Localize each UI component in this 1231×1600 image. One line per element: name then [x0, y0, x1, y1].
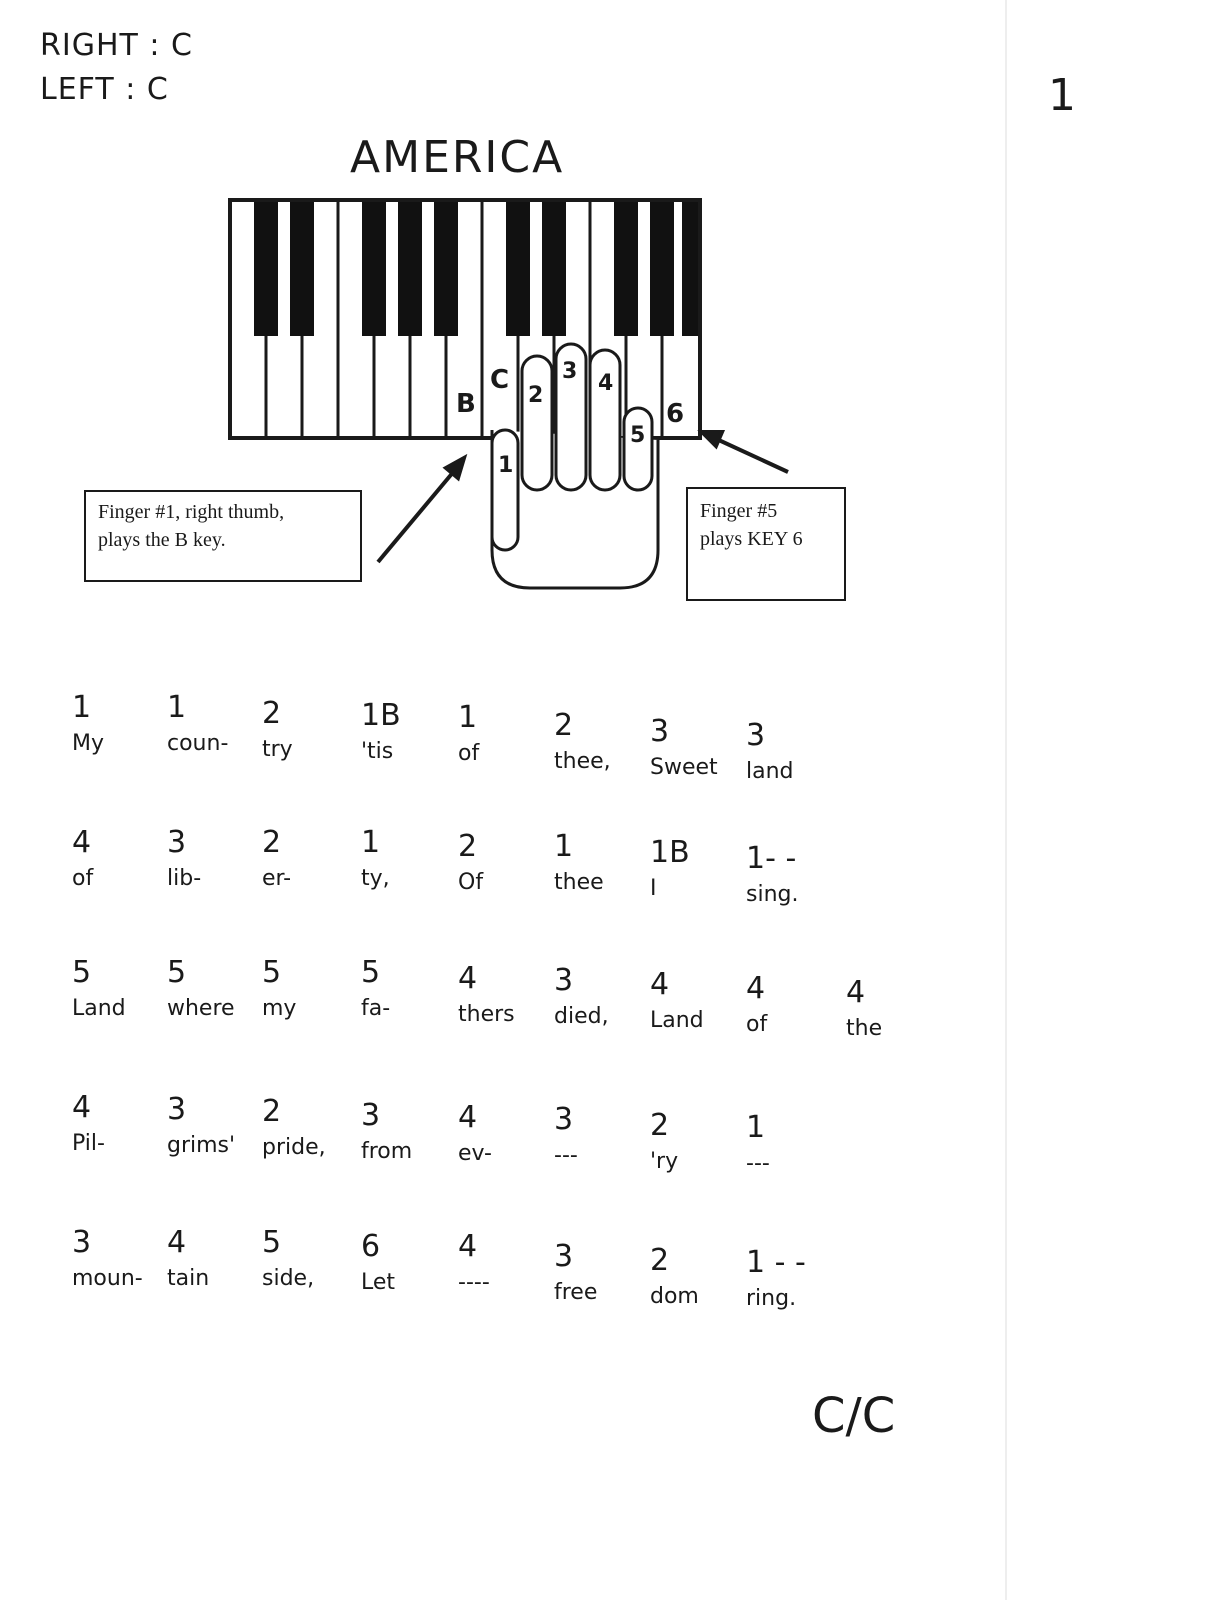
- note-key-number: 5: [167, 955, 187, 990]
- note-key-number: 1: [554, 829, 574, 864]
- song-note: [167, 1092, 259, 1160]
- song-note: [262, 696, 354, 764]
- song-note: [72, 955, 164, 1023]
- note-key-number: 1- -: [746, 841, 797, 876]
- note-lyric: tain: [167, 1266, 210, 1291]
- key-label-6: 6: [666, 399, 685, 429]
- note-lyric: thers: [458, 1002, 515, 1027]
- note-lyric: died,: [554, 1004, 609, 1029]
- song-note: [650, 967, 742, 1035]
- left-hand-note: LEFT : C: [40, 72, 169, 107]
- note-lyric: er-: [262, 866, 292, 891]
- note-key-number: 4: [458, 1229, 478, 1264]
- song-note: [554, 708, 646, 776]
- note-lyric: ---: [554, 1143, 578, 1168]
- note-key-number: 3: [72, 1225, 92, 1260]
- note-lyric: ev-: [458, 1141, 492, 1166]
- note-key-number: 1B: [361, 698, 401, 733]
- footer-key-note: C/C: [812, 1388, 896, 1444]
- key-label-3: 3: [562, 359, 578, 384]
- note-lyric: from: [361, 1139, 413, 1164]
- note-lyric: of: [72, 866, 94, 891]
- callout-finger-5: [686, 487, 846, 601]
- note-lyric: free: [554, 1280, 598, 1305]
- note-key-number: 5: [361, 955, 381, 990]
- note-key-number: 4: [167, 1225, 187, 1260]
- arrow-right-head: [702, 432, 722, 446]
- note-key-number: 4: [72, 1090, 92, 1125]
- song-note: [262, 955, 354, 1023]
- song-note: [554, 829, 646, 897]
- note-key-number: 2: [650, 1108, 670, 1143]
- arrow-right-line: [710, 436, 788, 472]
- song-note: [458, 1100, 550, 1168]
- note-key-number: 4: [846, 975, 866, 1010]
- song-note: [458, 700, 550, 768]
- note-lyric: ty,: [361, 866, 390, 891]
- song-note: [458, 961, 550, 1029]
- note-lyric: moun-: [72, 1266, 143, 1291]
- note-key-number: 1: [167, 690, 187, 725]
- note-key-number: 2: [650, 1243, 670, 1278]
- song-note: [262, 1225, 354, 1293]
- note-key-number: 1: [746, 1110, 766, 1145]
- note-lyric: Land: [72, 996, 126, 1021]
- right-hand-note: RIGHT : C: [40, 28, 193, 63]
- callout-left-line1: Finger #1, right thumb,: [98, 501, 285, 523]
- note-key-number: 3: [554, 1102, 574, 1137]
- note-key-number: 1: [458, 700, 478, 735]
- song-note: [458, 829, 550, 897]
- song-note: [72, 825, 164, 893]
- note-key-number: 4: [458, 1100, 478, 1135]
- note-key-number: 3: [554, 963, 574, 998]
- note-lyric: try: [262, 737, 293, 762]
- song-note: [650, 835, 742, 903]
- song-note: [650, 1243, 742, 1311]
- song-note: [650, 1108, 742, 1176]
- note-lyric: sing.: [746, 882, 799, 907]
- note-key-number: 3: [554, 1239, 574, 1274]
- song-note: [361, 955, 453, 1023]
- song-note: [361, 825, 453, 893]
- song-note: [361, 698, 453, 766]
- song-note: [746, 1245, 838, 1313]
- note-lyric: of: [458, 741, 480, 766]
- finger-5: [624, 408, 652, 490]
- song-note: [72, 690, 164, 758]
- song-note: [361, 1098, 453, 1166]
- note-lyric: pride,: [262, 1135, 326, 1160]
- note-lyric: the: [846, 1016, 883, 1041]
- note-key-number: 5: [262, 1225, 282, 1260]
- song-note: [746, 1110, 838, 1178]
- hand-key-note: [40, 24, 193, 112]
- note-lyric: land: [746, 759, 794, 784]
- key-label-4: 4: [598, 371, 614, 396]
- note-key-number: 3: [650, 714, 670, 749]
- song-note: [72, 1090, 164, 1158]
- note-key-number: 3: [167, 825, 187, 860]
- note-lyric: dom: [650, 1284, 699, 1309]
- song-note: [167, 825, 259, 893]
- note-key-number: 2: [554, 708, 574, 743]
- arrow-left-line: [378, 464, 460, 562]
- song-note: [167, 955, 259, 1023]
- key-label-5: 5: [630, 423, 646, 448]
- note-lyric: thee: [554, 870, 604, 895]
- note-key-number: 4: [650, 967, 670, 1002]
- note-lyric: my: [262, 996, 297, 1021]
- note-key-number: 3: [167, 1092, 187, 1127]
- note-key-number: 4: [72, 825, 92, 860]
- note-lyric: ----: [458, 1270, 490, 1295]
- note-lyric: Of: [458, 870, 484, 895]
- finger-1: [492, 430, 518, 550]
- song-note: [650, 714, 742, 782]
- song-note: [554, 1102, 646, 1170]
- note-key-number: 2: [262, 696, 282, 731]
- note-lyric: Let: [361, 1270, 396, 1295]
- key-label-b: B: [456, 389, 476, 419]
- song-note: [554, 963, 646, 1031]
- callout-finger-1: [84, 490, 362, 582]
- note-lyric: Sweet: [650, 755, 718, 780]
- note-key-number: 5: [72, 955, 92, 990]
- song-note: [262, 1094, 354, 1162]
- note-lyric: where: [167, 996, 235, 1021]
- note-key-number: 1B: [650, 835, 690, 870]
- note-lyric: Land: [650, 1008, 704, 1033]
- scan-edge-line: [1005, 0, 1007, 1600]
- callout-right-line1: Finger #5: [700, 500, 778, 522]
- note-key-number: 4: [746, 971, 766, 1006]
- page-number: 1: [1048, 70, 1076, 121]
- song-title: AMERICA: [350, 132, 565, 183]
- callout-right-line2: plays KEY 6: [700, 528, 803, 550]
- note-key-number: 6: [361, 1229, 381, 1264]
- song-note: [167, 690, 259, 758]
- song-note: [361, 1229, 453, 1297]
- callout-left-line2: plays the B key.: [98, 529, 226, 551]
- song-note: [72, 1225, 164, 1293]
- note-lyric: Pil-: [72, 1131, 105, 1156]
- note-key-number: 4: [458, 961, 478, 996]
- song-note: [846, 975, 938, 1043]
- note-key-number: 1 - -: [746, 1245, 806, 1280]
- note-lyric: I: [650, 876, 657, 901]
- key-label-2: 2: [528, 383, 544, 408]
- note-lyric: 'tis: [361, 739, 394, 764]
- key-label-c: C: [490, 365, 510, 395]
- note-key-number: 3: [746, 718, 766, 753]
- song-note: [458, 1229, 550, 1297]
- note-key-number: 1: [361, 825, 381, 860]
- note-lyric: 'ry: [650, 1149, 679, 1174]
- note-lyric: grims': [167, 1133, 236, 1158]
- song-note: [746, 971, 838, 1039]
- note-lyric: fa-: [361, 996, 391, 1021]
- note-key-number: 2: [262, 1094, 282, 1129]
- note-lyric: of: [746, 1012, 768, 1037]
- finger-2: [522, 356, 552, 490]
- song-note: [746, 841, 838, 909]
- song-note: [262, 825, 354, 893]
- finger-1-label: 1: [498, 453, 514, 478]
- note-key-number: 5: [262, 955, 282, 990]
- song-note: [746, 718, 838, 786]
- note-key-number: 2: [458, 829, 478, 864]
- song-note: [554, 1239, 646, 1307]
- note-lyric: coun-: [167, 731, 229, 756]
- note-lyric: My: [72, 731, 105, 756]
- note-key-number: 2: [262, 825, 282, 860]
- note-key-number: 3: [361, 1098, 381, 1133]
- song-note: [167, 1225, 259, 1293]
- note-lyric: ---: [746, 1151, 770, 1176]
- note-lyric: lib-: [167, 866, 202, 891]
- note-lyric: thee,: [554, 749, 611, 774]
- note-key-number: 1: [72, 690, 92, 725]
- note-lyric: ring.: [746, 1286, 797, 1311]
- note-lyric: side,: [262, 1266, 315, 1291]
